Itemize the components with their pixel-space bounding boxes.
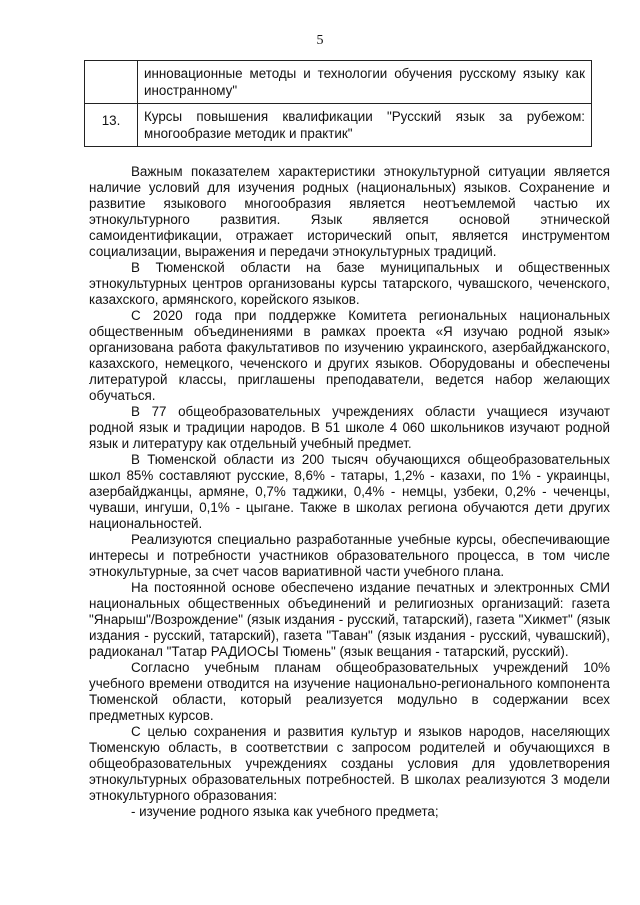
paragraph: С 2020 года при поддержке Комитета региональных национальных общественным объединениями в рамках проекта «Я изучаю родной язык» организована работа факультативов по изучению украинского, азербайджанского, казахского, немецкого, чеченского и других языков. Оборудованы и обеспечены литературой классы, приглашены преподаватели, ведется набор желающих обучаться. bbox=[89, 308, 610, 403]
paragraph: Реализуются специально разработанные учебные курсы, обеспечивающие интересы и потребности участников образовательного процесса, в том числе этнокультурные, за счет часов вариативной части учебного плана. bbox=[89, 532, 610, 579]
paragraph: Согласно учебным планам общеобразовательных учреждений 10% учебного времени отводится на изучение национально-регионального компонента Тюменской области, который реализуется модульно в содержании всех предметных курсов. bbox=[89, 660, 610, 723]
table-cell-number: 13. bbox=[85, 104, 138, 147]
page-number: 5 bbox=[316, 33, 324, 48]
table-cell-text: инновационные методы и технологии обучения русскому языку как иностранному" bbox=[138, 61, 592, 104]
courses-table bbox=[84, 60, 592, 147]
paragraph: На постоянной основе обеспечено издание печатных и электронных СМИ национальных общественных объединений и религиозных организаций: газета "Янарыш"/Возрождение" (язык издания - русский, татарский), газета "Хикмет" (язык издания - русский, татарский), газета "Таван" (язык издания - русский, чувашский), радиоканал "Татар РАДИОСЫ Тюмень" (язык вещания - татарский, русский). bbox=[89, 580, 610, 659]
list-item: - изучение родного языка как учебного предмета; bbox=[131, 804, 439, 819]
body-text bbox=[89, 164, 610, 820]
paragraph: В Тюменской области на базе муниципальных и общественных этнокультурных центров организованы курсы татарского, чувашского, чеченского, казахского, армянского, корейского языков. bbox=[89, 260, 610, 307]
paragraph: Важным показателем характеристики этнокультурной ситуации является наличие условий для изучения родных (национальных) языков. Сохранение и развитие языкового многообразия является неотъемлемой частью их этнокультурного развития. Язык является основой этнической самоидентификации, отражает исторический опыт, является инструментом социализации, выражения и передачи этнокультурных традиций. bbox=[89, 164, 610, 259]
paragraph: С целью сохранения и развития культур и языков народов, населяющих Тюменскую область, в соответствии с запросом родителей и обучающихся в общеобразовательных учреждениях созданы условия для удовлетворения этнокультурных образовательных потребностей. В школах реализуются 3 модели этнокультурного образования: bbox=[89, 724, 610, 803]
paragraph: В 77 общеобразовательных учреждениях области учащиеся изучают родной язык и традиции народов. В 51 школе 4 060 школьников изучают родной язык и литературу как отдельный учебный предмет. bbox=[89, 404, 610, 451]
table-row bbox=[85, 61, 592, 104]
table-cell-number bbox=[85, 61, 138, 104]
table-row bbox=[85, 104, 592, 147]
table-cell-text: Курсы повышения квалификации "Русский язык за рубежом: многообразие методик и практик" bbox=[138, 104, 592, 147]
paragraph: В Тюменской области из 200 тысяч обучающихся общеобразовательных школ 85% составляют русские, 8,6% - татары, 1,2% - казахи, по 1% - украинцы, азербайджанцы, армяне, 0,7% таджики, 0,4% - немцы, узбеки, 0,2% - чеченцы, чуваши, ингуши, 0,1% - цыгане. Также в школах региона обучаются дети других национальностей. bbox=[89, 452, 610, 531]
